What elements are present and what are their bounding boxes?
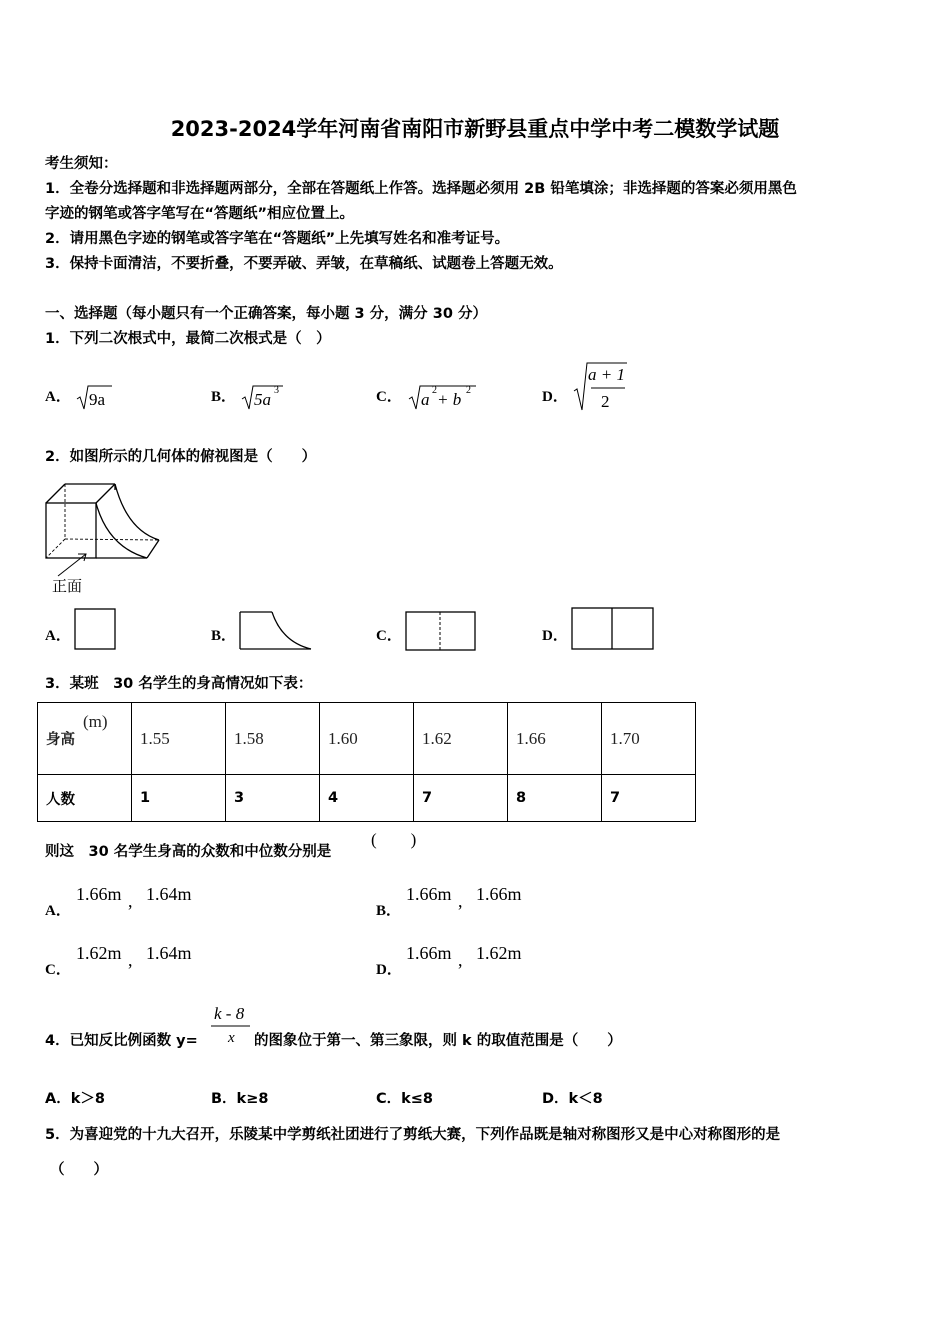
count-cell: 7 [414, 775, 508, 822]
q3-option-b-value-1: 1.66m [406, 884, 452, 904]
q3-option-d-value-2: 1.62m [476, 943, 522, 963]
height-header: 身高 [46, 732, 75, 748]
q3-option-a-label: A． [45, 903, 71, 919]
q2-option-c-label: C． [376, 628, 402, 644]
notice-line-2: 2．请用黑色字迹的钢笔或答字笔在“答题纸”上先填写姓名和准考证号。 [45, 231, 510, 247]
table-header-cell [38, 703, 132, 775]
q4-option-b: B．k≥8 [211, 1091, 269, 1107]
q4-option-a: A．k＞8 [45, 1091, 105, 1107]
q1-option-d-numerator: a + 1 [588, 365, 625, 384]
count-cell: 4 [320, 775, 414, 822]
q2-option-d-split-rect-icon [571, 607, 655, 652]
q4-option-c: C．k≤8 [376, 1091, 434, 1107]
notice-line-1a: 1．全卷分选择题和非选择题两部分，全部在答题纸上作答。选择题必须用 2B 铅笔填涂；非选择题的答案必须用黑色 [45, 181, 797, 197]
q2-option-b-label: B． [211, 628, 237, 644]
q1-option-c-plus-b: + b [437, 390, 462, 409]
count-cell: 3 [226, 775, 320, 822]
q2-option-a-square-icon [74, 608, 117, 651]
q1-option-c-exp-b: 2 [466, 385, 471, 396]
notice-heading: 考生须知： [45, 156, 118, 172]
q3-option-c-label: C． [45, 962, 71, 978]
height-cell: 1.66 [508, 703, 602, 775]
q1-stem: 1．下列二次根式中，最简二次根式是（ ） [45, 331, 331, 347]
section-heading: 一、选择题（每小题只有一个正确答案，每小题 3 分，满分 30 分） [45, 306, 487, 322]
q3-option-c-value-2: 1.64m [146, 943, 192, 963]
q4-fraction-bar [210, 1025, 252, 1029]
q3-option-a-comma: , [128, 891, 133, 911]
height-unit: (m) [83, 712, 108, 731]
height-cell: 1.55 [132, 703, 226, 775]
q2-option-a-label: A． [45, 628, 71, 644]
table-row [38, 775, 696, 822]
q4-stem-post: 的图象位于第一、第三象限，则 k 的取值范围是（ ） [254, 1033, 622, 1049]
height-cell: 1.60 [320, 703, 414, 775]
q3-paren: ( ) [371, 830, 417, 849]
count-cell: 1 [132, 775, 226, 822]
count-header: 人数 [38, 775, 132, 822]
q5-stem: 5．为喜迎党的十九大召开，乐陵某中学剪纸社团进行了剪纸大赛，下列作品既是轴对称图形又是中心对称图形的是 [45, 1127, 781, 1143]
q3-option-b-label: B． [376, 903, 402, 919]
q3-option-d-value-1: 1.66m [406, 943, 452, 963]
q1-option-c-exp-a: 2 [432, 385, 437, 396]
q3-option-c-comma: , [128, 950, 133, 970]
count-cell: 8 [508, 775, 602, 822]
q1-option-b-base: 5a [254, 390, 271, 409]
table-row [38, 703, 696, 775]
height-table [37, 702, 696, 822]
height-cell: 1.58 [226, 703, 320, 775]
q3-option-c-value-1: 1.62m [76, 943, 122, 963]
q3-stem: 3．某班 30 名学生的身高情况如下表： [45, 676, 313, 692]
q3-option-d-label: D． [376, 962, 402, 978]
q2-front-label: 正面 [52, 577, 83, 595]
q1-option-a-expr: 9a [89, 390, 106, 409]
page-title: 2023-2024学年河南省南阳市新野县重点中学中考二模数学试题 [170, 117, 780, 141]
q4-fraction-denominator: x [228, 1030, 235, 1046]
q3-option-a-value-1: 1.66m [76, 884, 122, 904]
q3-question: 则这 30 名学生身高的众数和中位数分别是 [45, 844, 332, 860]
q2-option-b-curve-icon [238, 610, 314, 652]
q3-option-a-value-2: 1.64m [146, 884, 192, 904]
q1-option-c-label: C． [376, 389, 402, 405]
q1-option-b-exponent: 3 [274, 385, 279, 396]
count-cell: 7 [602, 775, 696, 822]
q3-option-b-comma: , [458, 891, 463, 911]
q2-option-d-label: D． [542, 628, 568, 644]
q1-option-c-a: a [421, 390, 430, 409]
q2-stem: 2．如图所示的几何体的俯视图是（ ） [45, 449, 317, 465]
q3-option-d-comma: , [458, 950, 463, 970]
q5-paren: （ ） [50, 1162, 108, 1178]
q1-option-d-denominator: 2 [601, 392, 610, 411]
q4-option-d: D．k＜8 [542, 1091, 603, 1107]
q4-stem-pre: 4．已知反比例函数 y= [45, 1033, 198, 1049]
notice-line-1b: 字迹的钢笔或答字笔写在“答题纸”相应位置上。 [45, 206, 355, 222]
notice-line-3: 3．保持卡面清洁，不要折叠，不要弄破、弄皱，在草稿纸、试题卷上答题无效。 [45, 256, 563, 272]
q2-option-c-dashed-rect-icon [404, 610, 478, 652]
q4-fraction-numerator: k - 8 [214, 1004, 245, 1023]
q1-option-a-label: A． [45, 389, 71, 405]
q1-option-b-label: B． [211, 389, 237, 405]
height-cell: 1.70 [602, 703, 696, 775]
q1-option-d-label: D． [542, 389, 568, 405]
height-cell: 1.62 [414, 703, 508, 775]
q3-option-b-value-2: 1.66m [476, 884, 522, 904]
